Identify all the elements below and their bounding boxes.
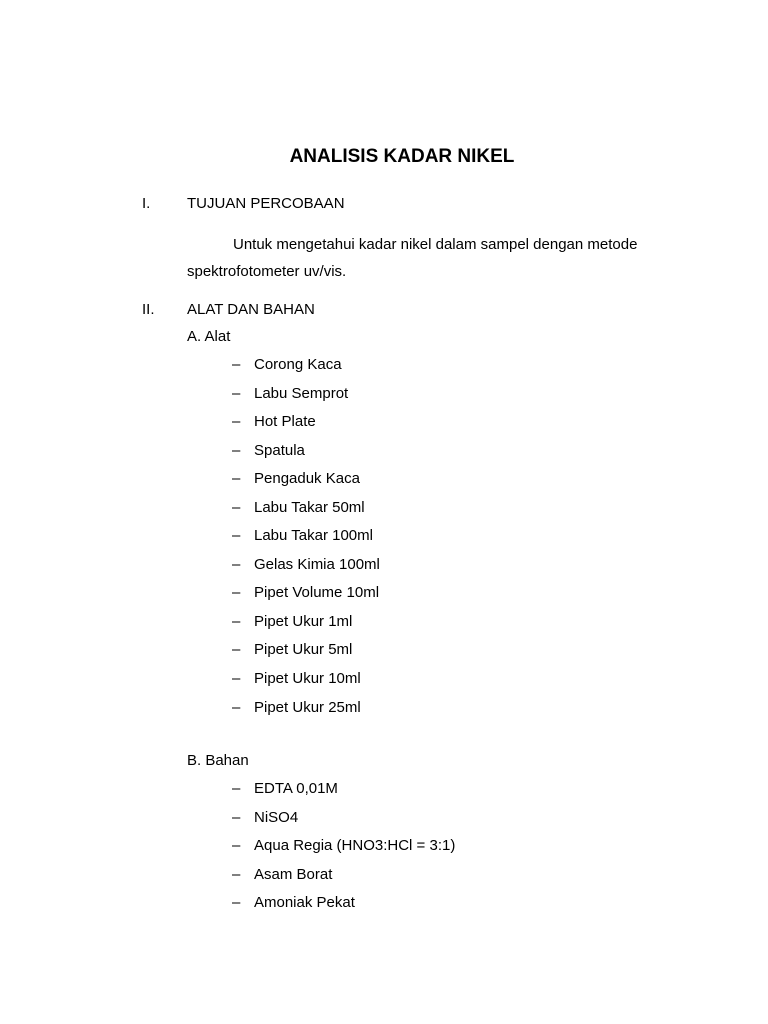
section-title-alat-bahan: ALAT DAN BAHAN	[187, 301, 315, 318]
section-title-tujuan: TUJUAN PERCOBAAN	[187, 195, 345, 212]
dash-bullet: –	[232, 780, 241, 797]
subsection-bahan-label: B. Bahan	[187, 752, 249, 769]
dash-bullet: –	[232, 441, 241, 459]
document-title: ANALISIS KADAR NIKEL	[289, 146, 515, 167]
dash-bullet: –	[232, 641, 241, 659]
list-item	[232, 413, 380, 442]
list-item-text: Corong Kaca	[254, 356, 342, 373]
list-item-text: Gelas Kimia 100ml	[254, 555, 380, 573]
list-item	[232, 499, 380, 528]
list-item-text: Aqua Regia (HNO3:HCl = 3:1)	[254, 837, 456, 855]
dash-bullet: –	[232, 498, 241, 516]
list-item	[232, 556, 380, 585]
dash-bullet: –	[232, 356, 241, 373]
list-item-text: Labu Takar 100ml	[254, 527, 373, 545]
list-item	[232, 356, 380, 385]
dash-bullet: –	[232, 413, 241, 431]
list-item	[232, 385, 380, 414]
dash-bullet: –	[232, 894, 241, 912]
list-item-text: NiSO4	[254, 808, 299, 826]
list-item	[232, 470, 380, 499]
list-item-text: Pipet Volume 10ml	[254, 584, 380, 602]
list-item	[232, 442, 380, 471]
list-item	[232, 837, 455, 866]
list-item	[232, 699, 380, 728]
section-number-1: I.	[142, 195, 151, 212]
tujuan-line-2: spektrofotometer uv/vis.	[187, 263, 347, 280]
dash-bullet: –	[232, 698, 241, 716]
list-item-text: Pipet Ukur 1ml	[254, 612, 353, 630]
dash-bullet: –	[232, 865, 241, 883]
list-item-text: Hot Plate	[254, 413, 316, 431]
list-item-text: Pengaduk Kaca	[254, 470, 360, 488]
list-item	[232, 584, 380, 613]
alat-list	[232, 356, 380, 727]
list-item-text: Labu Semprot	[254, 384, 349, 402]
dash-bullet: –	[232, 670, 241, 688]
dash-bullet: –	[232, 584, 241, 602]
dash-bullet: –	[232, 555, 241, 573]
list-item	[232, 613, 380, 642]
list-item-text: Amoniak Pekat	[254, 894, 355, 912]
list-item	[232, 780, 455, 809]
tujuan-paragraph	[187, 231, 657, 285]
dash-bullet: –	[232, 612, 241, 630]
list-item	[232, 670, 380, 699]
list-item-text: Pipet Ukur 10ml	[254, 670, 361, 688]
dash-bullet: –	[232, 837, 241, 855]
tujuan-line-1: Untuk mengetahui kadar nikel dalam sampel dengan metode	[233, 236, 638, 253]
list-item	[232, 894, 455, 923]
subsection-alat-label: A. Alat	[187, 328, 231, 345]
bahan-list	[232, 780, 455, 923]
list-item-text: EDTA 0,01M	[254, 780, 338, 797]
list-item-text: Pipet Ukur 25ml	[254, 698, 361, 716]
list-item-text: Asam Borat	[254, 865, 333, 883]
list-item-text: Labu Takar 50ml	[254, 498, 365, 516]
dash-bullet: –	[232, 384, 241, 402]
list-item	[232, 527, 380, 556]
list-item	[232, 641, 380, 670]
dash-bullet: –	[232, 527, 241, 545]
list-item	[232, 809, 455, 838]
dash-bullet: –	[232, 470, 241, 488]
list-item	[232, 866, 455, 895]
list-item-text: Spatula	[254, 441, 305, 459]
section-number-2: II.	[142, 301, 155, 318]
dash-bullet: –	[232, 808, 241, 826]
list-item-text: Pipet Ukur 5ml	[254, 641, 353, 659]
